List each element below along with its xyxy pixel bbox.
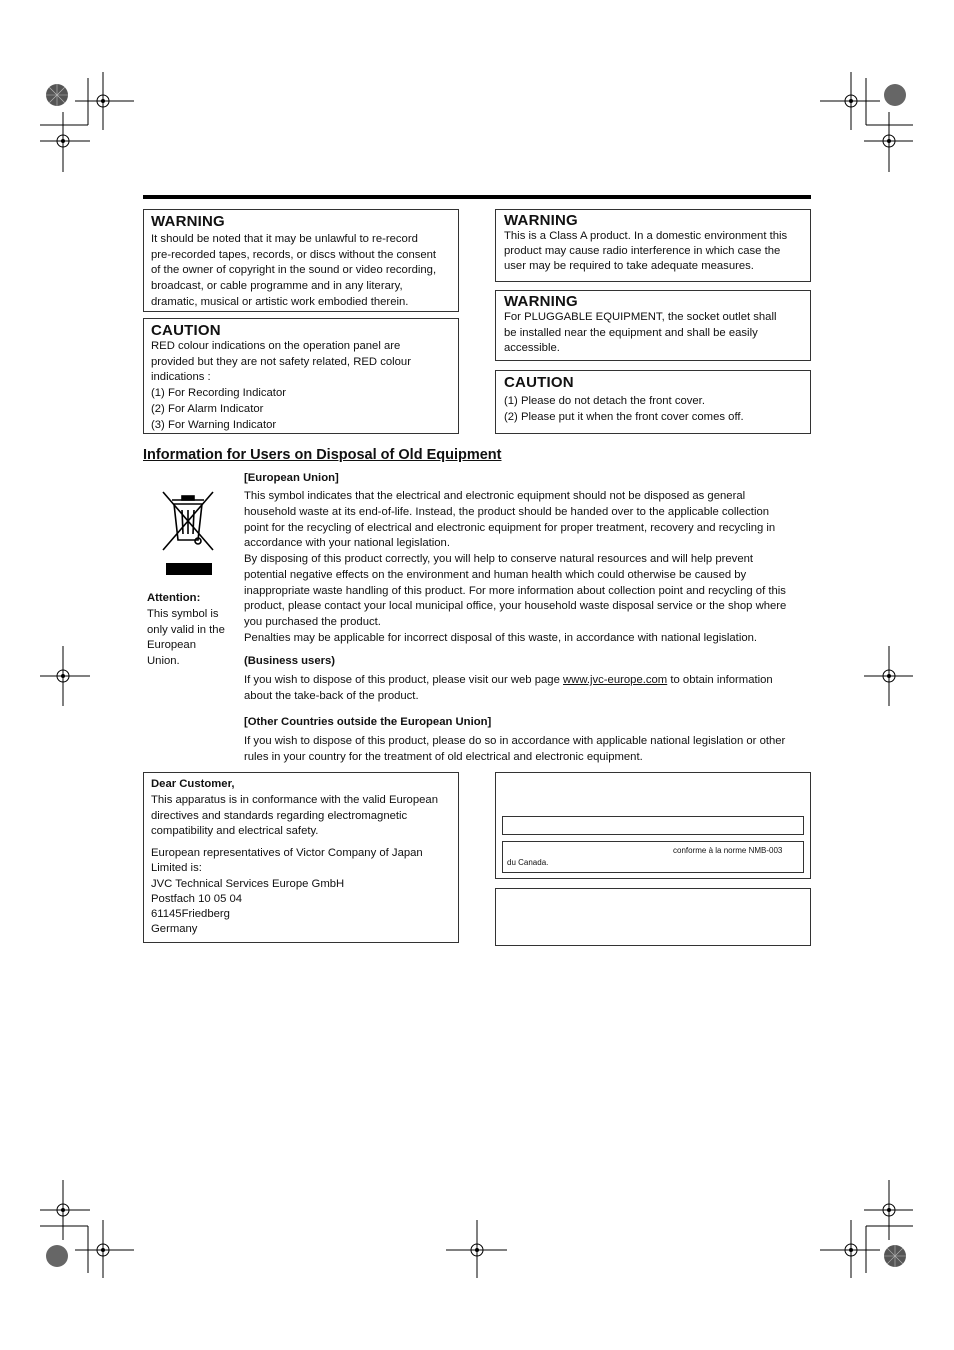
warning-pluggable-box [495, 290, 811, 361]
blank-notice-box [495, 888, 811, 946]
warning-pluggable-text: For PLUGGABLE EQUIPMENT, the socket outlet shall be installed near the equipment and shall be easily accessible. [504, 311, 777, 355]
caution-front-cover-text: (1) Please do not detach the front cover. (2) Please put it when the front cover comes off. [504, 395, 744, 423]
canada-notice-line2: du Canada. [507, 858, 549, 867]
dear-customer-title: Dear Customer, [151, 778, 235, 790]
dear-customer-representative-text: European representatives of Victor Company of Japan Limited is: JVC Technical Services Europe GmbH Postfach 10 05 04 61145Friedberg Germany [151, 847, 423, 936]
business-users-text: If you wish to dispose of this product, please visit our web page www.jvc-europe.com to obtain information about the take-back of the product. [244, 674, 773, 702]
caution-title: CAUTION [504, 374, 574, 391]
business-users-heading: (Business users) [244, 655, 336, 667]
warning-copyright-box [143, 209, 459, 312]
eu-text: This symbol indicates that the electrical and electronic equipment should not be disposed as general household waste at its end-of-life. Instead, the product should be handed over to the applicable collection point for the recycling of electrical and electronic equipment for proper treatment, recovery and recycling in accordance with your national legislation. By disposing of this product correctly, you will help to conserve natural resources and will help prevent potential negative effects on the environment and human health which could otherwise be caused by inappropriate waste handling of this product. For more information about collection point and recycling of this product, please contact your local municipal office, your household waste disposal service or the shop where you purchased the product. Penalties may be applicable for incorrect disposal of this waste, in accordance with national legislation. [244, 490, 787, 644]
compliance-blank-frame [502, 816, 804, 835]
caution-title: CAUTION [151, 322, 221, 339]
warning-title: WARNING [504, 212, 578, 229]
crossed-out-wheelie-bin-icon [160, 488, 216, 578]
top-rule [143, 195, 811, 199]
eu-heading: [European Union] [244, 472, 339, 484]
warning-copyright-text: It should be noted that it may be unlawful to re-record pre-recorded tapes, records, or discs without the consent of the owner of copyright in the sound or video recording, broadcast, or cable programme and in any literary, dramatic, musical or artistic work embodied therein. [151, 233, 437, 308]
disposal-section-title: Information for Users on Disposal of Old Equipment [143, 447, 502, 463]
warning-class-a-text: This is a Class A product. In a domestic environment this product may cause radio interference in which case the user may be required to take adequate measures. [504, 230, 788, 272]
other-countries-text: If you wish to dispose of this product, please do so in accordance with applicable national legislation or other rules in your country for the treatment of old electrical and electronic equipment. [244, 735, 786, 763]
attention-note: Attention: This symbol is only valid in the European Union. [147, 592, 225, 667]
dear-customer-box [143, 772, 459, 943]
caution-red-indicators-box [143, 318, 459, 434]
warning-title: WARNING [151, 213, 225, 230]
warning-title: WARNING [504, 293, 578, 310]
canada-notice-line1: conforme à la norme NMB-003 [673, 846, 783, 855]
other-countries-heading: [Other Countries outside the European Union] [244, 716, 492, 728]
attention-title: Attention: [147, 592, 201, 604]
caution-front-cover-box [495, 370, 811, 434]
caution-red-text: RED colour indications on the operation panel are provided but they are not safety related, RED colour indications : (1) For Recording Indicator (2) For Alarm Indicator (3) For Warning Indicator [151, 340, 411, 431]
warning-class-a-box [495, 209, 811, 282]
jvc-europe-link[interactable]: www.jvc-europe.com [563, 674, 668, 686]
dear-customer-conformance-text: This apparatus is in conformance with the valid European directives and standards regarding electromagnetic compatibility and electrical safety. [151, 794, 438, 838]
